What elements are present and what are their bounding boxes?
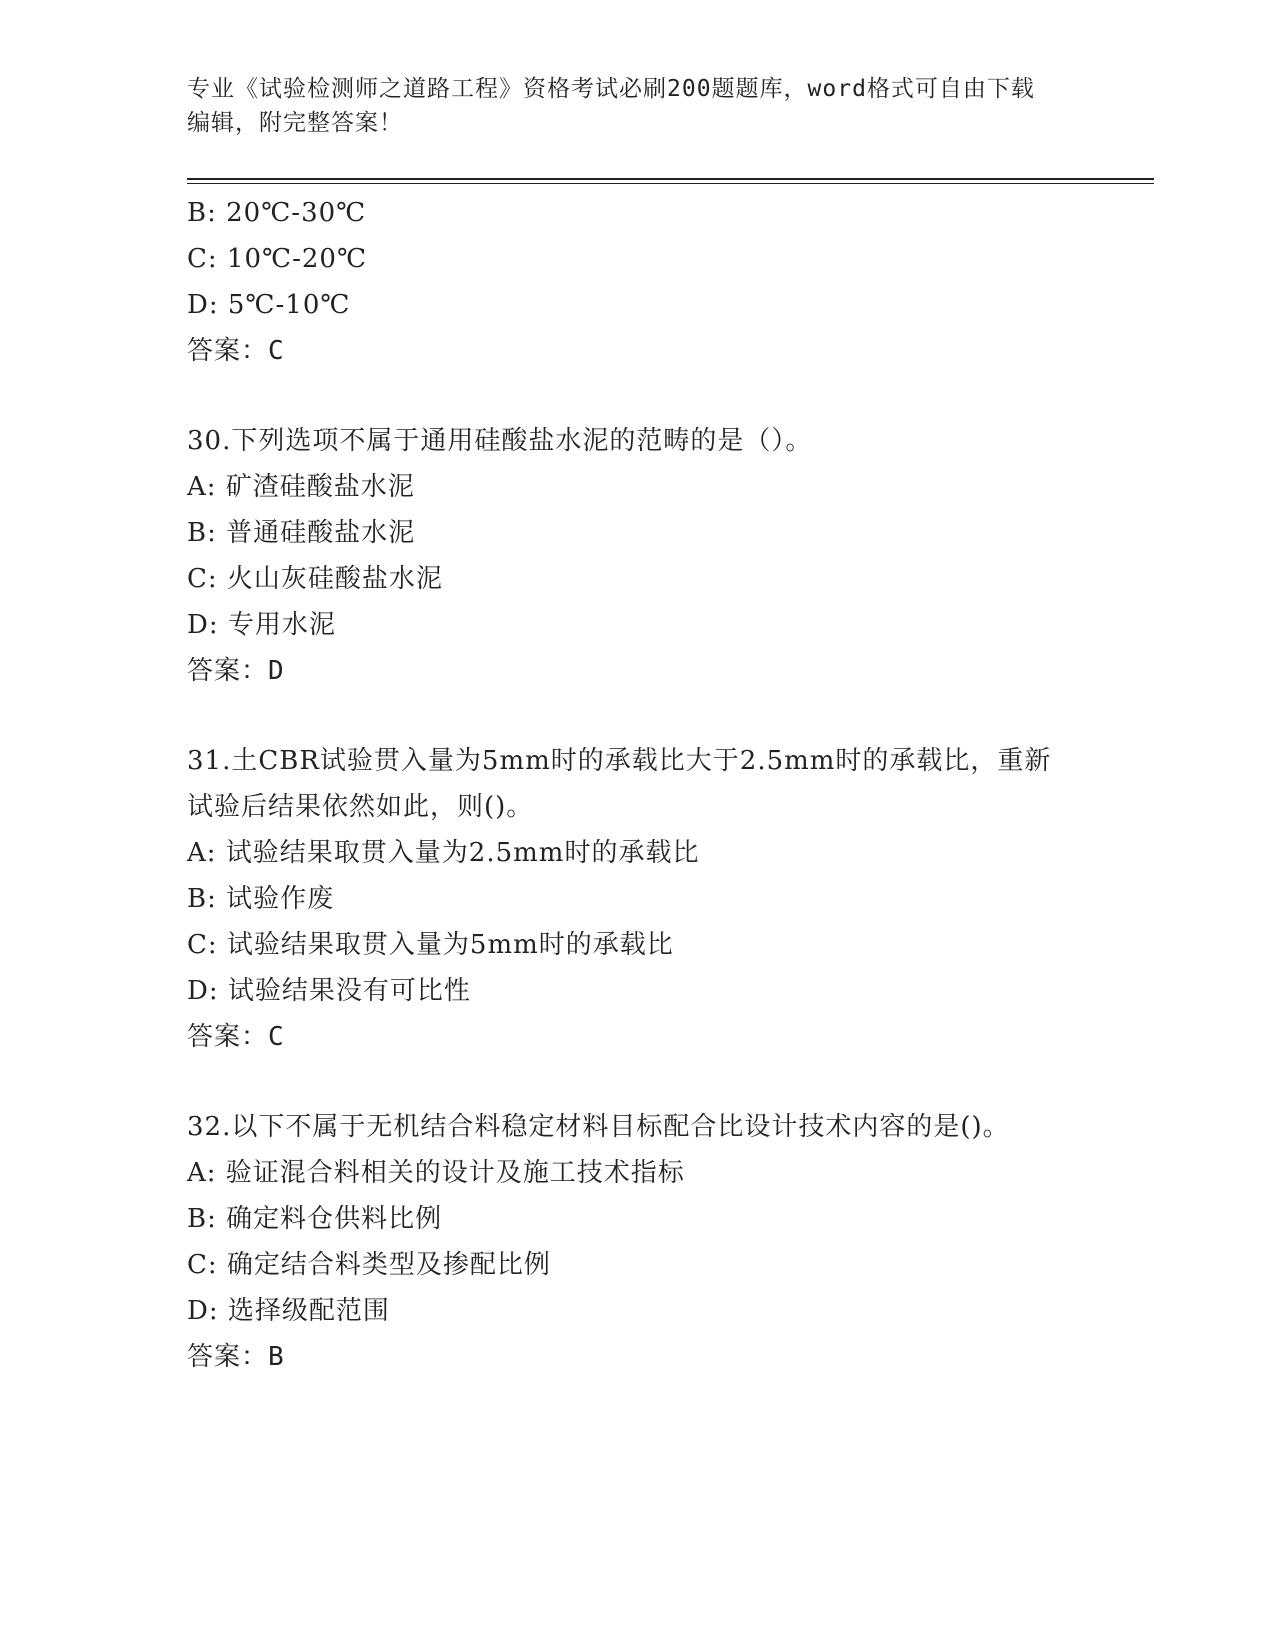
- question-block-prev: [187, 190, 1087, 374]
- option-d: D: 5℃-10℃: [187, 290, 351, 320]
- option-c: C: 火山灰硅酸盐水泥: [187, 564, 443, 594]
- question-block-32: [187, 1104, 1087, 1380]
- question-block-31: [187, 738, 1087, 1060]
- question-stem-continued: 试验后结果依然如此，则()。: [187, 792, 534, 822]
- question-stem: 30.下列选项不属于通用硅酸盐水泥的范畴的是（）。: [187, 426, 813, 456]
- option-d: D: 选择级配范围: [187, 1296, 390, 1326]
- option-b: B: 确定料仓供料比例: [187, 1204, 443, 1234]
- document-header: [187, 72, 1087, 140]
- header-line-1: 专业《试验检测师之道路工程》资格考试必刷200题题库，word格式可自由下载: [187, 76, 1035, 102]
- answer-line: 答案：B: [187, 1342, 285, 1372]
- option-a: A: 矿渣硅酸盐水泥: [187, 472, 415, 502]
- option-c: C: 确定结合料类型及掺配比例: [187, 1250, 551, 1280]
- option-b: B: 20℃-30℃: [187, 198, 367, 228]
- option-b: B: 试验作废: [187, 884, 335, 914]
- answer-line: 答案：C: [187, 1022, 285, 1052]
- option-d: D: 专用水泥: [187, 610, 336, 640]
- option-c: C: 10℃-20℃: [187, 244, 368, 274]
- question-stem: 32.以下不属于无机结合料稳定材料目标配合比设计技术内容的是()。: [187, 1112, 1010, 1142]
- answer-line: 答案：D: [187, 656, 285, 686]
- question-block-30: [187, 418, 1087, 694]
- question-list: [187, 190, 1087, 1380]
- answer-line: 答案：C: [187, 336, 285, 366]
- option-a: A: 试验结果取贯入量为2.5mm时的承载比: [187, 838, 700, 868]
- header-divider-thin: [187, 183, 1154, 184]
- option-a: A: 验证混合料相关的设计及施工技术指标: [187, 1158, 685, 1188]
- header-line-2: 编辑，附完整答案！: [187, 110, 403, 136]
- option-d: D: 试验结果没有可比性: [187, 976, 471, 1006]
- option-c: C: 试验结果取贯入量为5mm时的承载比: [187, 930, 674, 960]
- option-b: B: 普通硅酸盐水泥: [187, 518, 416, 548]
- header-divider-thick: [187, 178, 1154, 180]
- question-stem: 31.土CBR试验贯入量为5mm时的承载比大于2.5mm时的承载比，重新: [187, 746, 1052, 776]
